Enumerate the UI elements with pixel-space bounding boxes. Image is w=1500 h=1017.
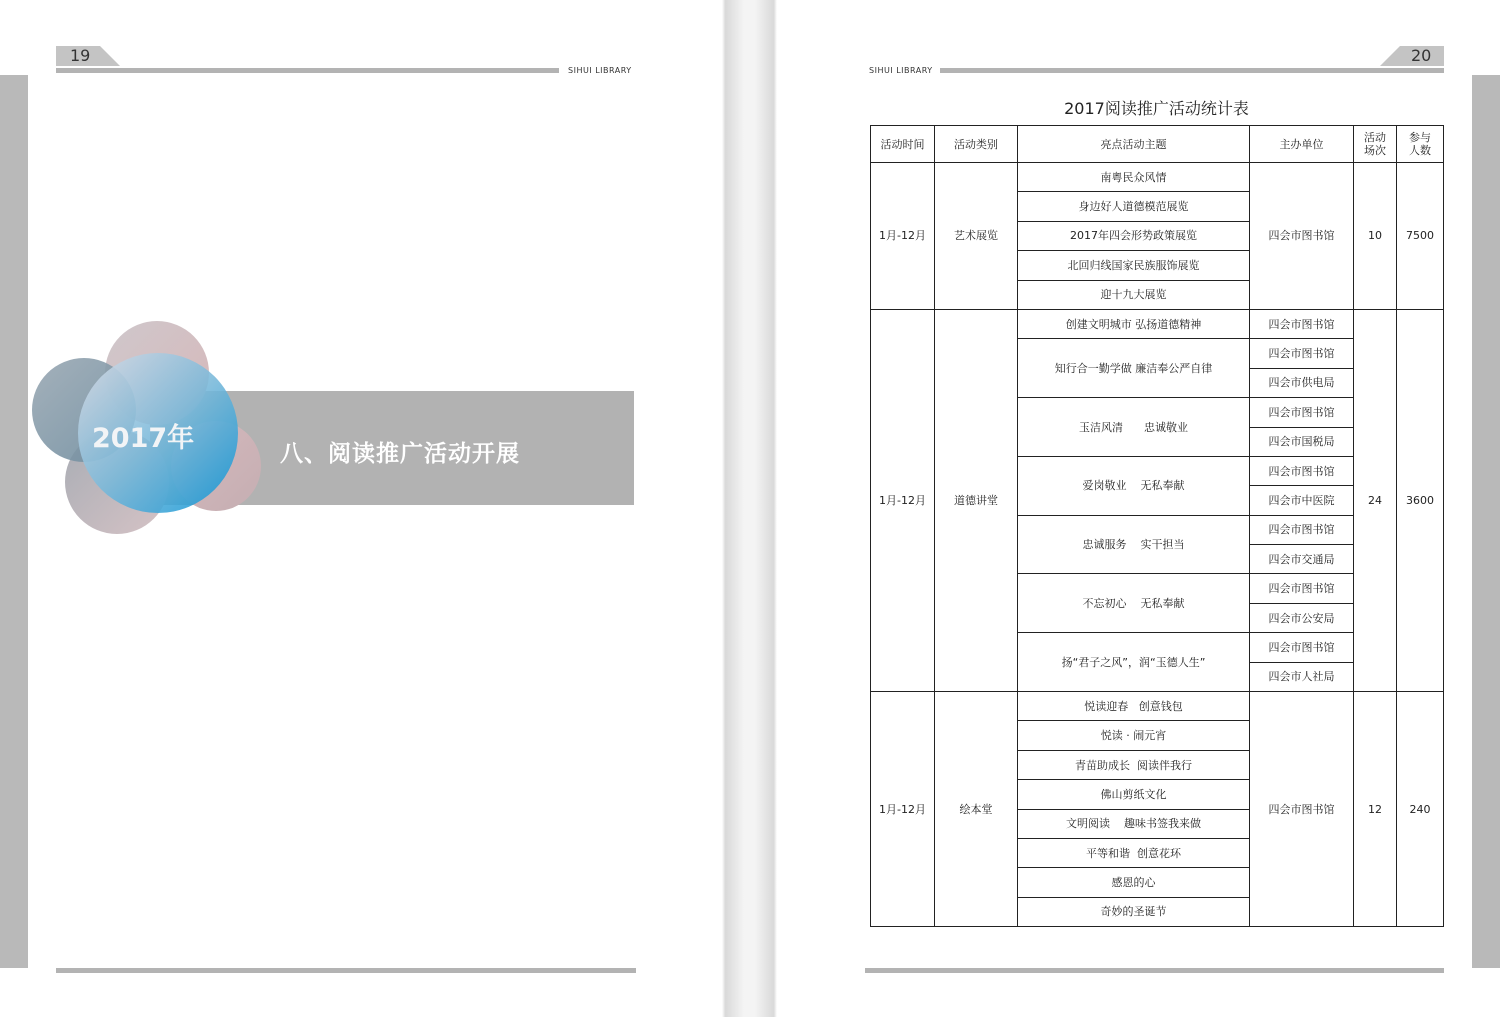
table-row [871,309,1444,338]
group1-time: 1月-12月 [871,163,935,310]
organizer-cell: 四会市图书馆 [1250,309,1354,338]
theme-cell: 身边好人道德模范展览 [1018,192,1250,221]
theme-cell: 迎十九大展览 [1018,280,1250,309]
organizer-cell: 四会市供电局 [1250,368,1354,397]
theme-cell: 创建文明城市 弘扬道德精神 [1018,309,1250,338]
header-organizer: 主办单位 [1250,126,1354,163]
group3-time: 1月-12月 [871,692,935,927]
header-theme: 亮点活动主题 [1018,126,1250,163]
group2-people: 3600 [1397,309,1444,691]
running-head-right: SIHUI LIBRARY [869,66,933,75]
organizer-cell: 四会市图书馆 [1250,398,1354,427]
group2-time: 1月-12月 [871,309,935,691]
activity-stats-table [870,125,1444,927]
book-spine [722,0,777,1017]
theme-cell: 2017年四会形势政策展览 [1018,221,1250,250]
table-header-row [871,126,1444,163]
table-title: 2017阅读推广活动统计表 [1064,99,1249,118]
theme-cell: 奇妙的圣诞节 [1018,897,1250,926]
table-row [871,163,1444,192]
organizer-cell: 四会市图书馆 [1250,339,1354,368]
organizer-cell: 四会市图书馆 [1250,633,1354,662]
group3-sessions: 12 [1354,692,1397,927]
group1-people: 7500 [1397,163,1444,310]
theme-cell: 不忘初心 无私奉献 [1018,574,1250,633]
page-number-left: 19 [70,46,91,65]
organizer-cell: 四会市中医院 [1250,486,1354,515]
theme-cell: 知行合一勤学做 廉洁奉公严自律 [1018,339,1250,398]
theme-cell: 悦读 · 闹元宵 [1018,721,1250,750]
header-rule-left [56,68,559,73]
running-head-left: SIHUI LIBRARY [568,66,632,75]
theme-cell: 扬“君子之风”，润“玉德人生” [1018,633,1250,692]
group3-people: 240 [1397,692,1444,927]
organizer-cell: 四会市公安局 [1250,603,1354,632]
header-category: 活动类别 [935,126,1018,163]
group3-category: 绘本堂 [935,692,1018,927]
organizer-cell: 四会市图书馆 [1250,574,1354,603]
theme-cell: 玉洁风清 忠诚敬业 [1018,398,1250,457]
header-rule-right [940,68,1444,73]
organizer-cell: 四会市图书馆 [1250,515,1354,544]
organizer-cell: 四会市人社局 [1250,662,1354,691]
group2-category: 道德讲堂 [935,309,1018,691]
page-number-tab-right [1380,46,1444,66]
group3-organizer: 四会市图书馆 [1250,692,1354,927]
theme-cell: 文明阅读 趣味书签我来做 [1018,809,1250,838]
page-number-right: 20 [1411,46,1432,65]
header-sessions-line2: 场次 [1364,144,1386,157]
header-people-line1: 参与 [1409,131,1431,144]
header-time: 活动时间 [871,126,935,163]
header-people [1397,126,1444,163]
organizer-cell: 四会市国税局 [1250,427,1354,456]
organizer-cell: 四会市交通局 [1250,545,1354,574]
theme-cell: 南粤民众风情 [1018,163,1250,192]
theme-cell: 感恩的心 [1018,868,1250,897]
header-sessions [1354,126,1397,163]
theme-cell: 悦读迎春 创意钱包 [1018,692,1250,721]
header-people-line2: 人数 [1409,144,1431,157]
footer-rule-left [56,968,636,973]
chapter-title: 八、阅读推广活动开展 [280,441,520,467]
page-number-tab-left [56,46,120,66]
group1-category: 艺术展览 [935,163,1018,310]
year-label: 2017年 [92,423,195,454]
group2-sessions: 24 [1354,309,1397,691]
table-row [871,692,1444,721]
theme-cell: 佛山剪纸文化 [1018,780,1250,809]
group1-sessions: 10 [1354,163,1397,310]
header-sessions-line1: 活动 [1364,131,1386,144]
theme-cell: 北回归线国家民族服饰展览 [1018,251,1250,280]
theme-cell: 青苗助成长 阅读伴我行 [1018,750,1250,779]
theme-cell: 平等和谐 创意花环 [1018,838,1250,867]
footer-rule-right [865,968,1444,973]
organizer-cell: 四会市图书馆 [1250,456,1354,485]
theme-cell: 爱岗敬业 无私奉献 [1018,456,1250,515]
right-edge-strip [1472,75,1500,968]
group1-organizer: 四会市图书馆 [1250,163,1354,310]
theme-cell: 忠诚服务 实干担当 [1018,515,1250,574]
